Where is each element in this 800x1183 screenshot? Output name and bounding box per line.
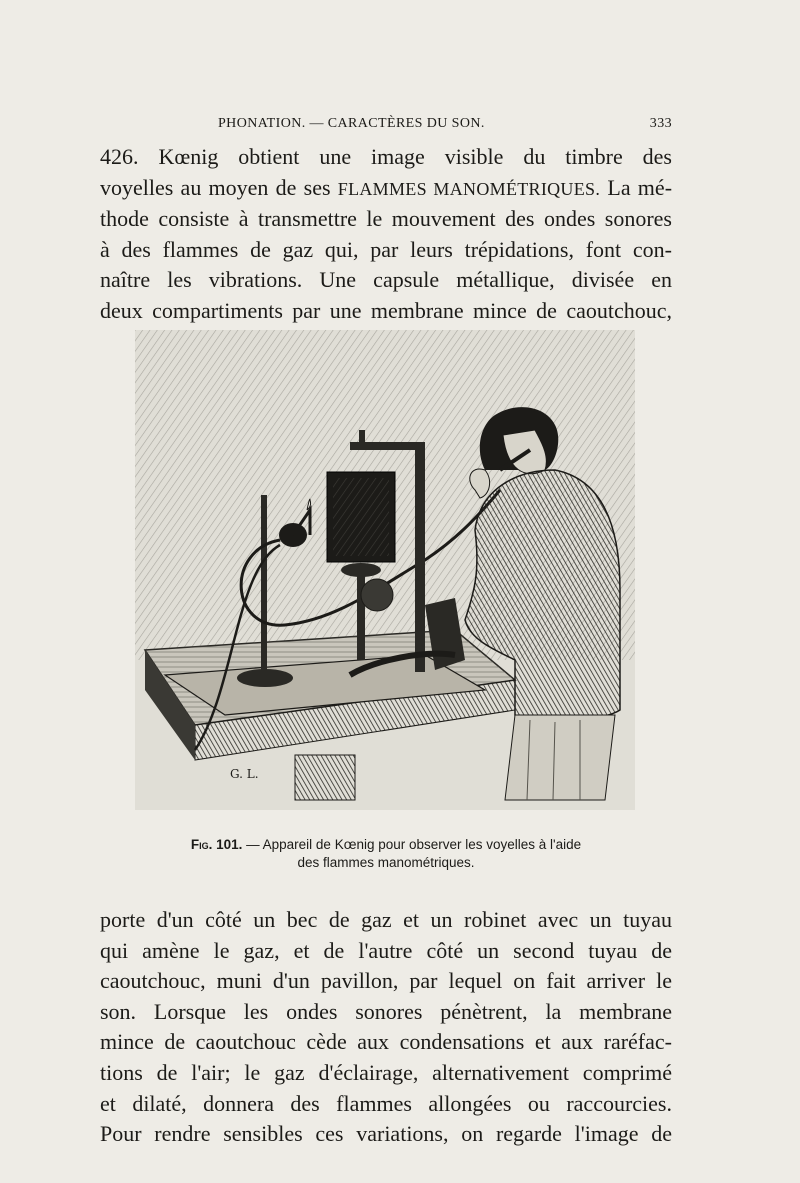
caption-text: — Appareil de Kœnig pour observer les voyelles à l'aide [246, 837, 582, 852]
text-line: tions de l'air; le gaz d'éclairage, alternativement comprimé [100, 1059, 672, 1085]
engraver-signature: G. L. [230, 767, 259, 781]
figure-caption [100, 836, 672, 872]
caption-line: des flammes manométriques. [297, 855, 475, 870]
text-line: porte d'un côté un bec de gaz et un robinet avec un tuyau [100, 907, 672, 932]
table-leg [295, 755, 355, 800]
paragraph-continued [100, 905, 672, 1150]
text-line: et dilaté, donnera des flammes allongées ou raccourcies. [100, 1090, 672, 1116]
paragraph-426 [100, 142, 672, 327]
burner-stand-rod [261, 495, 267, 678]
running-title: PHONATION. — CARACTÈRES DU SON. [218, 116, 485, 131]
text-segment: La mé- [607, 174, 673, 200]
text-line: 426. Kœnig obtient une image visible du timbre des [100, 144, 672, 169]
text-line: à des flammes de gaz qui, par leurs trépidations, font con- [100, 236, 672, 262]
text-line: Pour rendre sensibles ces variations, on regarde l'image de [100, 1121, 672, 1147]
text-line: mince de caoutchouc cède aux condensations et aux raréfac- [100, 1029, 672, 1055]
text-line: qui amène le gaz, et de l'autre côté un second tuyau de [100, 937, 672, 963]
page-header [100, 116, 672, 136]
caption-line [100, 836, 672, 854]
koenig-apparatus-illustration [135, 330, 635, 810]
text-line: deux compartiments par une membrane mince de caoutchouc, [100, 297, 672, 323]
mirror-frame-post [415, 442, 425, 672]
text-line [100, 173, 672, 205]
page-number: 333 [649, 116, 672, 131]
text-segment: voyelles au moyen de ses [100, 174, 331, 200]
text-line: thode consiste à transmettre le mouvement des ondes sonores [100, 206, 672, 232]
figure-label: Fig. 101. [190, 837, 243, 852]
gear-wheel [361, 579, 393, 611]
engraving-figure [135, 330, 635, 810]
text-line: caoutchouc, muni d'un pavillon, par lequel on fait arriver le [100, 968, 672, 994]
person-trousers [505, 715, 615, 800]
text-line: son. Lorsque les ondes sonores pénètrent, la membrane [100, 998, 672, 1024]
mirror-axle [357, 570, 365, 660]
text-line: naître les vibrations. Une capsule métallique, divisée en [100, 267, 672, 293]
emphasis-term: FLAMMES MANOMÉTRIQUES. [337, 178, 601, 199]
